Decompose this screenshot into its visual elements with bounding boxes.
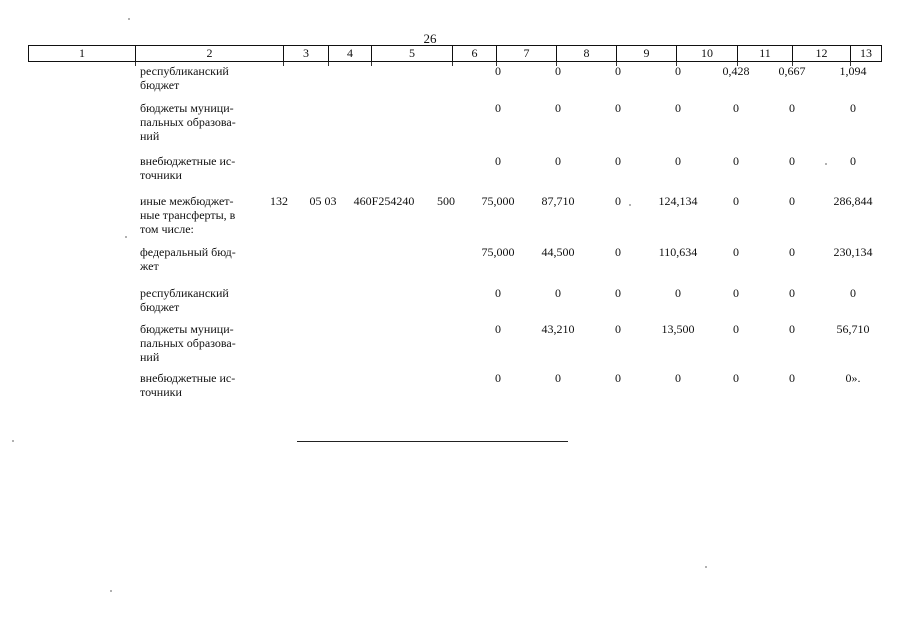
cell-col-10: 0	[675, 64, 681, 78]
header-col-12: 12	[793, 46, 851, 61]
cell-col-10: 0	[675, 286, 681, 300]
row-label-line: внебюджетные ис-	[140, 154, 236, 168]
row-label-line: точники	[140, 385, 182, 399]
cell-col-5: 460F254240	[353, 194, 415, 208]
row-label-line: республиканский	[140, 286, 229, 300]
row-label-line: бюджеты муници-	[140, 101, 234, 115]
cell-col-13: 0	[850, 286, 856, 300]
cell-col-8: 0	[555, 101, 561, 115]
cell-col-13: 0».	[845, 371, 861, 385]
header-col-6: 6	[453, 46, 497, 61]
cell-col-12: 0	[789, 101, 795, 115]
cell-col-7: 75,000	[481, 194, 515, 208]
signature-line	[297, 441, 568, 442]
column-tick	[283, 62, 284, 66]
cell-col-8: 0	[555, 154, 561, 168]
header-col-9: 9	[617, 46, 677, 61]
row-label-line: внебюджетные ис-	[140, 371, 236, 385]
cell-col-7: 0	[495, 154, 501, 168]
row-label-line: ные трансферты, в	[140, 208, 236, 222]
cell-col-9: 0	[615, 245, 621, 259]
cell-col-7: 0	[495, 286, 501, 300]
cell-col-11: 0	[733, 322, 739, 336]
scan-speck	[825, 163, 827, 165]
cell-col-7: 75,000	[481, 245, 515, 259]
cell-col-9: 0	[615, 371, 621, 385]
cell-col-9: 0	[615, 194, 621, 208]
row-label-line: бюджет	[140, 78, 180, 92]
row-label	[140, 371, 258, 399]
cell-col-13: 0	[850, 101, 856, 115]
row-label-line: пальных образова-	[140, 336, 236, 350]
cell-col-7: 0	[495, 371, 501, 385]
table-header-row	[28, 45, 882, 62]
cell-col-13: 230,134	[833, 245, 873, 259]
cell-col-8: 0	[555, 286, 561, 300]
row-label-line: том числе:	[140, 222, 194, 236]
row-label-line: республиканский	[140, 64, 229, 78]
cell-col-8: 87,710	[541, 194, 575, 208]
header-col-8: 8	[557, 46, 617, 61]
row-label-line: бюджеты муници-	[140, 322, 234, 336]
cell-col-10: 0	[675, 154, 681, 168]
row-label	[140, 154, 258, 182]
column-tick	[328, 62, 329, 66]
cell-col-9: 0	[615, 64, 621, 78]
cell-col-4: 05 03	[309, 194, 337, 208]
cell-col-11: 0	[733, 286, 739, 300]
row-label-line: точники	[140, 168, 182, 182]
column-tick	[452, 62, 453, 66]
header-col-10: 10	[677, 46, 738, 61]
cell-col-8: 0	[555, 371, 561, 385]
column-tick	[135, 62, 136, 66]
cell-col-12: 0	[789, 371, 795, 385]
cell-col-12: 0	[789, 322, 795, 336]
cell-col-8: 0	[555, 64, 561, 78]
cell-col-7: 0	[495, 322, 501, 336]
row-label	[140, 322, 258, 364]
row-label-line: иные межбюджет-	[140, 194, 234, 208]
row-label-line: жет	[140, 259, 159, 273]
header-col-7: 7	[497, 46, 557, 61]
cell-col-12: 0	[789, 286, 795, 300]
row-label-line: ний	[140, 129, 160, 143]
cell-col-7: 0	[495, 101, 501, 115]
cell-col-11: 0	[733, 101, 739, 115]
header-col-13: 13	[860, 46, 872, 60]
row-label	[140, 194, 258, 236]
page-number: 26	[423, 31, 437, 46]
cell-col-12: 0	[789, 154, 795, 168]
row-label-line: ний	[140, 350, 160, 364]
cell-col-8: 43,210	[541, 322, 575, 336]
cell-col-11: 0	[733, 245, 739, 259]
cell-col-11: 0	[733, 194, 739, 208]
cell-col-10: 13,500	[661, 322, 695, 336]
header-col-5: 5	[372, 46, 453, 61]
cell-col-11: 0	[733, 154, 739, 168]
cell-col-11: 0,428	[722, 64, 750, 78]
cell-col-10: 0	[675, 101, 681, 115]
cell-col-9: 0	[615, 101, 621, 115]
header-col-1: 1	[29, 46, 136, 61]
cell-col-13: 286,844	[833, 194, 873, 208]
cell-col-12: 0	[789, 245, 795, 259]
row-label	[140, 101, 258, 143]
cell-col-12: 0,667	[778, 64, 806, 78]
row-label-line: бюджет	[140, 300, 180, 314]
cell-col-11: 0	[733, 371, 739, 385]
scan-speck	[125, 236, 127, 238]
row-label-line: пальных образова-	[140, 115, 236, 129]
column-tick	[371, 62, 372, 66]
cell-col-13: 56,710	[836, 322, 870, 336]
scan-speck	[705, 566, 707, 568]
cell-col-12: 0	[789, 194, 795, 208]
cell-col-9: 0	[615, 322, 621, 336]
cell-col-7: 0	[495, 64, 501, 78]
cell-col-10: 110,634	[658, 245, 698, 259]
cell-col-10: 0	[675, 371, 681, 385]
header-col-3: 3	[284, 46, 329, 61]
row-label	[140, 245, 258, 273]
row-label	[140, 286, 258, 314]
scan-speck	[128, 18, 130, 20]
scan-speck	[110, 590, 112, 592]
cell-col-13: 1,094	[839, 64, 867, 78]
header-col-2: 2	[136, 46, 284, 61]
cell-col-10: 124,134	[658, 194, 698, 208]
row-label	[140, 64, 258, 92]
scan-speck	[629, 204, 631, 206]
cell-col-6: 500	[437, 194, 455, 208]
cell-col-9: 0	[615, 154, 621, 168]
cell-col-3: 132	[270, 194, 288, 208]
scan-speck	[12, 440, 14, 442]
cell-col-8: 44,500	[541, 245, 575, 259]
cell-col-13: 0	[850, 154, 856, 168]
header-col-4: 4	[329, 46, 372, 61]
cell-col-9: 0	[615, 286, 621, 300]
row-label-line: федеральный бюд-	[140, 245, 236, 259]
header-col-11: 11	[738, 46, 793, 61]
